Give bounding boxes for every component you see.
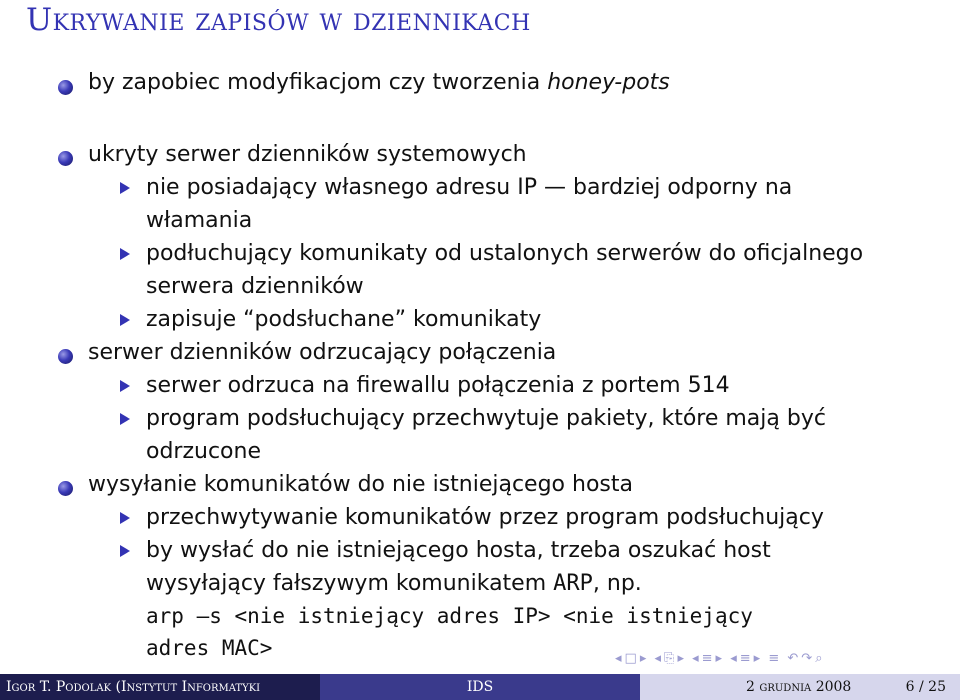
nav-subsection-icon[interactable]: ⎘ [664, 651, 676, 666]
bullet-text: by zapobiec modyfikacjom czy tworzenia [88, 70, 548, 95]
sub-bullet-continuation [146, 569, 642, 599]
sub-bullet-triangle-icon [120, 545, 130, 557]
nav-frame-icon[interactable]: □ [624, 651, 638, 666]
sub-bullet-triangle-icon [120, 413, 130, 425]
footer-date-page [640, 674, 960, 700]
nav-document-prev-icon[interactable]: ◂ [730, 651, 738, 666]
sub-bullet-triangle-icon [120, 380, 130, 392]
nav-document-next-icon[interactable]: ▸ [753, 651, 762, 666]
bullet-emphasis: honey-pots [547, 70, 670, 95]
nav-section-icon[interactable]: ≡ [701, 651, 714, 666]
bullet-ball-icon [58, 481, 73, 496]
bullet-item: serwer dzienników odrzucający połączenia [88, 340, 557, 365]
bullet-ball-icon [58, 151, 73, 166]
code-line: arp –s <nie istniejący adres IP> <nie istniejący [146, 604, 753, 628]
nav-section-prev-icon[interactable]: ◂ [692, 651, 700, 666]
sub-bullet-triangle-icon [120, 182, 130, 194]
nav-document-icon[interactable]: ≡ [739, 651, 752, 666]
footer-author: Igor T. Podolak (Instytut Informatyki [0, 674, 320, 700]
sub-bullet-item: przechwytywanie komunikatów przez program podsłuchujący [146, 505, 824, 530]
slide-footer [0, 674, 960, 700]
footer-page-number: 6 / 25 [905, 679, 946, 695]
sub-bullet-item: program podsłuchujący przechwytuje pakiety, które mają być [146, 406, 826, 431]
sub-bullet-triangle-icon [120, 314, 130, 326]
nav-section-next-icon[interactable]: ▸ [715, 651, 724, 666]
bullet-ball-icon [58, 80, 73, 95]
sub-bullet-continuation: włamania [146, 208, 253, 233]
code-line: adres MAC> [146, 636, 273, 660]
sub-bullet-item: by wysłać do nie istniejącego hosta, trzeba oszukać host [146, 538, 771, 563]
nav-search-icon[interactable]: ⌕ [815, 651, 824, 666]
bullet-item: ukryty serwer dzienników systemowych [88, 142, 527, 167]
nav-forward-icon[interactable]: ↷ [801, 651, 814, 666]
nav-subsection-next-icon[interactable]: ▸ [677, 651, 685, 666]
nav-back-icon[interactable]: ↶ [787, 651, 800, 666]
sub-bullet-item: podłuchujący komunikaty od ustalonych serwerów do oficjalnego [146, 241, 864, 266]
sub-bullet-item: zapisuje “podsłuchane” komunikaty [146, 307, 542, 332]
nav-subsection-prev-icon[interactable]: ◂ [654, 651, 663, 666]
arp-term: ARP [553, 571, 593, 596]
sub-bullet-item: nie posiadający własnego adresu IP — bardziej odporny na [146, 175, 793, 200]
sub-bullet-continuation: serwera dzienników [146, 274, 364, 299]
sub-bullet-triangle-icon [120, 248, 130, 260]
nav-appendix-icon[interactable]: ≡ [768, 651, 781, 666]
sub-bullet-text: , np. [592, 571, 642, 596]
beamer-navigation[interactable] [615, 651, 825, 666]
sub-bullet-text: wysyłający fałszywym komunikatem [146, 571, 554, 596]
footer-course: IDS [320, 674, 640, 700]
sub-bullet-item: serwer odrzuca na firewallu połączenia z portem 514 [146, 373, 730, 398]
footer-date: 2 grudnia 2008 [746, 679, 852, 695]
slide-title: Ukrywanie zapisów w dziennikach [26, 2, 531, 38]
sub-bullet-continuation: odrzucone [146, 439, 261, 464]
nav-frame-next-icon[interactable]: ▸ [639, 651, 648, 666]
sub-bullet-triangle-icon [120, 512, 130, 524]
bullet-ball-icon [58, 349, 73, 364]
bullet-item: wysyłanie komunikatów do nie istniejącego hosta [88, 472, 633, 497]
bullet-item [88, 68, 670, 98]
nav-frame-prev-icon[interactable]: ◂ [615, 651, 623, 666]
